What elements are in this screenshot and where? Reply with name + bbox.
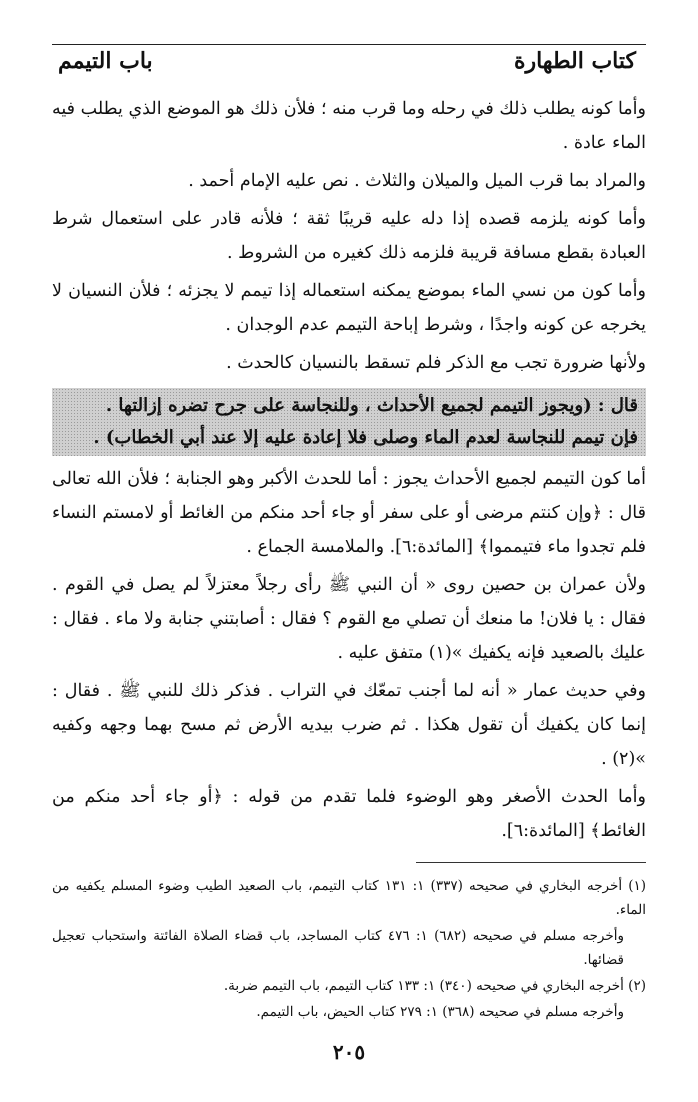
- matn-quote-box: [52, 388, 646, 456]
- footnotes: [52, 874, 646, 1026]
- chapter-title: باب التيمم: [58, 48, 153, 74]
- page-header: [52, 40, 646, 76]
- paragraph-8: وفي حديث عمار « أنه لما أجنب تمعّك في التراب . فذكر ذلك للنبي ﷺ . فقال : إنما كان يكفيك أن تقول هكذا . ثم ضرب بيديه الأرض ثم مسح بهما وجهه وكفيه »(٢) .: [52, 681, 646, 769]
- paragraph-2: والمراد بما قرب الميل والميلان والثلاث . نص عليه الإمام أحمد .: [188, 171, 646, 191]
- footnote-2: (٢) أخرجه البخاري في صحيحه (٣٤٠) ١: ١٣٣ كتاب التيمم، باب التيمم ضربة.: [223, 978, 646, 994]
- quote-line-1: قال : (ويجوز التيمم لجميع الأحداث ، وللنجاسة على جرح تضره إزالتها .: [105, 395, 638, 416]
- main-text: [52, 92, 646, 852]
- footnote-2-continued: وأخرجه مسلم في صحيحه (٣٦٨) ١: ٢٧٩ كتاب الحيض، باب التيمم.: [256, 1004, 624, 1020]
- footnote-separator: [416, 862, 646, 863]
- paragraph-6: أما كون التيمم لجميع الأحداث يجوز : أما للحدث الأكبر وهو الجنابة ؛ فلأن الله تعالى قال : ﴿وإن كنتم مرضى أو على سفر أو جاء أحد منكم من الغائط أو لامستم النساء فلم تجدوا ماء فتيمموا﴾ [المائدة:٦]. والملامسة الجماع .: [52, 469, 646, 557]
- page-number: ٢٠٥: [332, 1040, 366, 1064]
- paragraph-1: وأما كونه يطلب ذلك في رحله وما قرب منه ؛ فلأن ذلك هو الموضع الذي يطلب فيه الماء عادة .: [52, 99, 646, 153]
- footnote-1: (١) أخرجه البخاري في صحيحه (٣٣٧) ١: ١٣١ كتاب التيمم، باب الصعيد الطيب وضوء المسلم يكفيه من الماء.: [52, 878, 647, 918]
- quote-line-2: فإن تيمم للنجاسة لعدم الماء وصلى فلا إعادة عليه إلا عند أبي الخطاب) .: [93, 427, 638, 448]
- paragraph-7: ولأن عمران بن حصين روى « أن النبي ﷺ رأى رجلاً معتزلاً لم يصل في القوم . فقال : يا فلان! ما منعك أن تصلي مع القوم ؟ فقال : أصابتني جنابة ولا ماء . فقال : عليك بالصعيد فإنه يكفيك »(١) متفق عليه .: [52, 575, 646, 663]
- paragraph-4: وأما كون من نسي الماء بموضع يمكنه استعماله إذا تيمم لا يجزئه ؛ فلأن النسيان لا يخرجه عن كونه واجدًا ، وشرط إباحة التيمم عدم الوجدان .: [52, 281, 646, 335]
- footnote-1-continued: وأخرجه مسلم في صحيحه (٦٨٢) ١: ٤٧٦ كتاب المساجد، باب قضاء الصلاة الفائتة واستحباب تعجيل قضائها.: [52, 928, 624, 968]
- paragraph-5: ولأنها ضرورة تجب مع الذكر فلم تسقط بالنسيان كالحدث .: [226, 353, 646, 373]
- book-title: كتاب الطهارة: [513, 48, 636, 74]
- paragraph-3: وأما كونه يلزمه قصده إذا دله عليه قريبًا ثقة ؛ فلأنه قادر على استعمال شرط العبادة بقطع مسافة قريبة فلزمه ذلك كغيره من الشروط .: [52, 209, 646, 263]
- paragraph-9: وأما الحدث الأصغر وهو الوضوء فلما تقدم من قوله : ﴿أو جاء أحد منكم من الغائط﴾ [المائدة:٦].: [52, 787, 646, 841]
- header-divider: [52, 44, 646, 45]
